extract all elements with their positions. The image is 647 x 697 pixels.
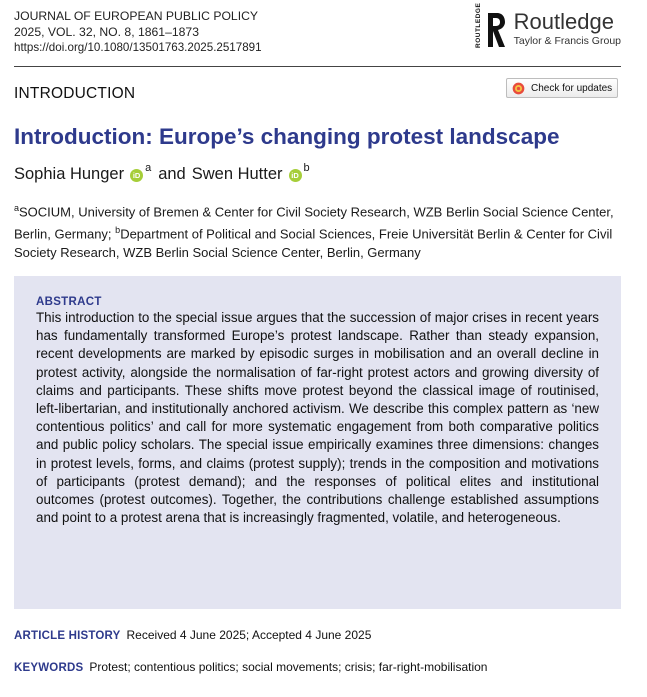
article-history-label: ARTICLE HISTORY [14,630,121,642]
affiliation-marker: a [14,203,20,213]
keywords-text: Protest; contentious politics; social movements; crisis; far-right-mobilisation [89,660,488,674]
article-history-text: Received 4 June 2025; Accepted 4 June 2025 [126,628,372,642]
affiliation-b: Department of Political and Social Sciences, Freie Universität Berlin & Center for Civil Society Research, WZB Berlin Social Science Center, Berlin, Germany [14,226,613,260]
abstract-box [14,276,621,609]
author-list [14,161,317,184]
article-title: Introduction: Europe’s changing protest landscape [14,124,560,149]
orcid-icon[interactable]: iD [130,169,143,182]
check-updates-label: Check for updates [531,82,613,94]
author-name[interactable]: Swen Hutter [191,165,283,183]
section-label: INTRODUCTION [14,85,136,102]
affiliations [14,199,622,262]
author-connector: and [158,165,186,183]
author-affiliation-marker: b [303,161,310,174]
publisher-vertical-label: ROUTLEDGE [474,2,482,48]
doi-link[interactable]: https://doi.org/10.1080/13501763.2025.2517891 [14,41,262,54]
journal-name: JOURNAL OF EUROPEAN PUBLIC POLICY [14,9,259,23]
author-name[interactable]: Sophia Hunger [14,165,125,183]
publisher-logo [474,2,621,50]
routledge-logo-icon [484,10,508,50]
abstract-heading: ABSTRACT [36,296,102,308]
orcid-icon[interactable]: iD [289,169,302,182]
affiliation-text [14,199,622,262]
check-for-updates-button[interactable] [506,78,618,98]
header-divider [14,66,621,67]
journal-citation: 2025, VOL. 32, NO. 8, 1861–1873 [14,25,199,39]
author-affiliation-marker: a [145,161,152,174]
publisher-subtitle: Taylor & Francis Group [513,35,621,47]
keywords-label: KEYWORDS [14,662,84,674]
abstract-text: This introduction to the special issue argues that the succession of major crises in recent years has fundamentally transformed Europe’s protest landscape. Rather than steady expansion, recent developments are marked by episodic surges in mobilisation and an overall decline in protest activity, alongside the normalisation of far-right protest actors and growing diversity of claims and participants. These shifts move protest beyond the classical image of routinised, left-libertarian, and institutionally anchored activism. We describe this complex pattern as ‘new contentious politics’ and call for more systematic engagement from both comparative politics and public policy scholars. The special issue empirically examines three dimensions: changes in protest levels, forms, and claims (protest supply); trends in the composition and motivations of participants (protest demand); and the responses of political elites and institutional outcomes (protest outcomes). Together, the contributions challenge established assumptions and point to a protest arena that is increasingly fragmented, volatile, and heterogeneous. [36,310,599,526]
affiliation-a: SOCIUM, University of Bremen & Center for Civil Society Research, WZB Berlin Social Science Center, Berlin, Germany; [14,204,614,242]
keywords [14,660,487,674]
publisher-name: Routledge [513,9,614,34]
article-history [14,628,371,642]
journal-info [14,8,262,56]
affiliation-marker: b [115,225,121,236]
check-updates-icon [512,82,525,95]
